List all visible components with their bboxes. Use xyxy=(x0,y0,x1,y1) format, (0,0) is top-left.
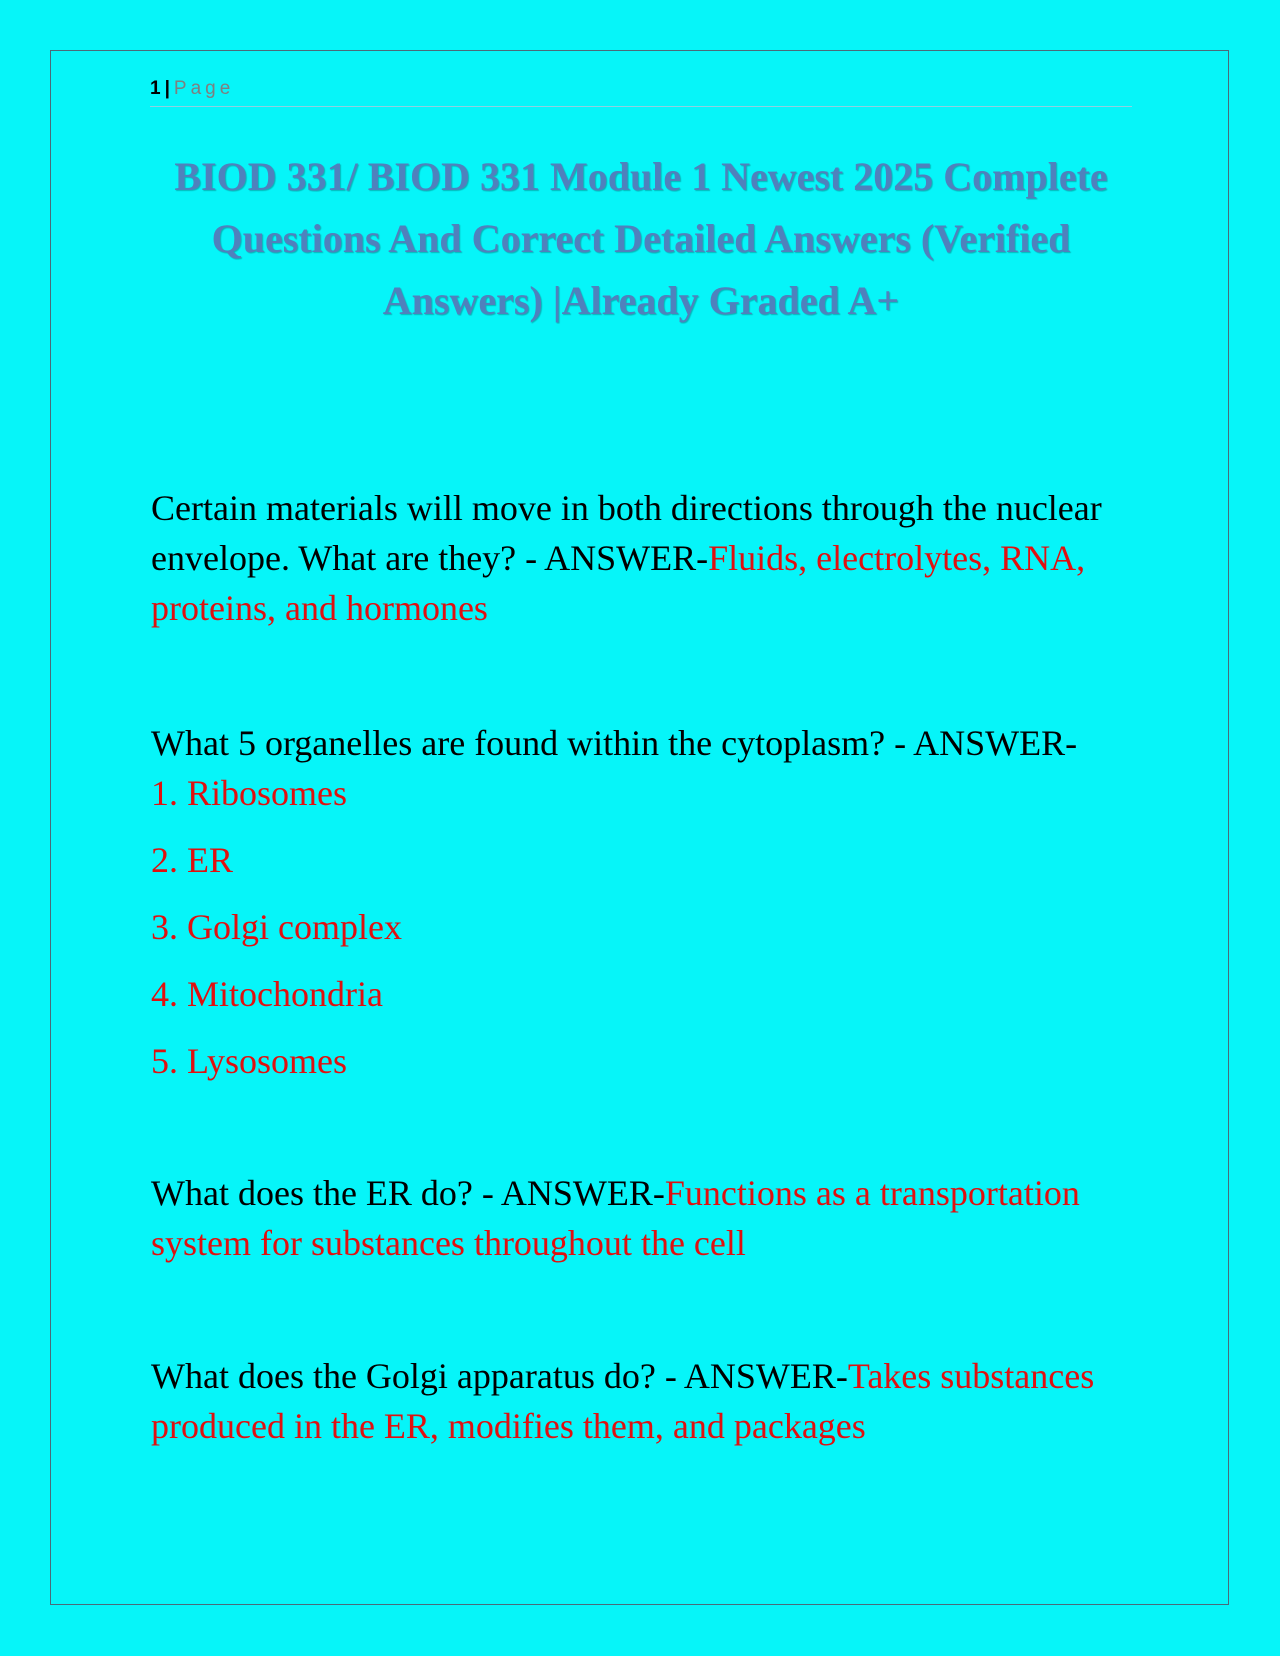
question-4: What does the Golgi apparatus do? - ANSWER- xyxy=(151,1356,848,1396)
list-item: 1. Ribosomes xyxy=(151,773,348,813)
qa-block-3 xyxy=(151,1168,1141,1268)
page-number: 1 xyxy=(150,78,161,99)
answer-3: Functions as a transportation system for substances throughout the cell xyxy=(151,1173,1080,1263)
qa-block-1 xyxy=(151,483,1141,633)
question-2: What 5 organelles are found within the cytoplasm? - ANSWER- xyxy=(151,723,1078,763)
list-item: 4. Mitochondria xyxy=(151,974,383,1014)
page-separator: | xyxy=(164,78,170,99)
page-header xyxy=(150,78,1132,107)
page-label: Page xyxy=(173,78,235,99)
question-3: What does the ER do? - ANSWER- xyxy=(151,1173,665,1213)
answer-2-list xyxy=(151,768,1141,1103)
list-item: 2. ER xyxy=(151,840,234,880)
qa-block-4 xyxy=(151,1351,1141,1451)
list-item: 3. Golgi complex xyxy=(151,907,402,947)
answer-4: Takes substances produced in the ER, modifies them, and packages xyxy=(151,1356,1095,1446)
list-item: 5. Lysosomes xyxy=(151,1041,348,1081)
question-1: Certain materials will move in both directions through the nuclear envelope. What are they? - ANSWER- xyxy=(151,488,1102,578)
document-title: BIOD 331/ BIOD 331 Module 1 Newest 2025 Complete Questions And Correct Detailed Answers (Verified Answers) |Already Graded A+ xyxy=(174,154,1108,323)
answer-1: Fluids, electrolytes, RNA, proteins, and hormones xyxy=(151,538,1086,628)
